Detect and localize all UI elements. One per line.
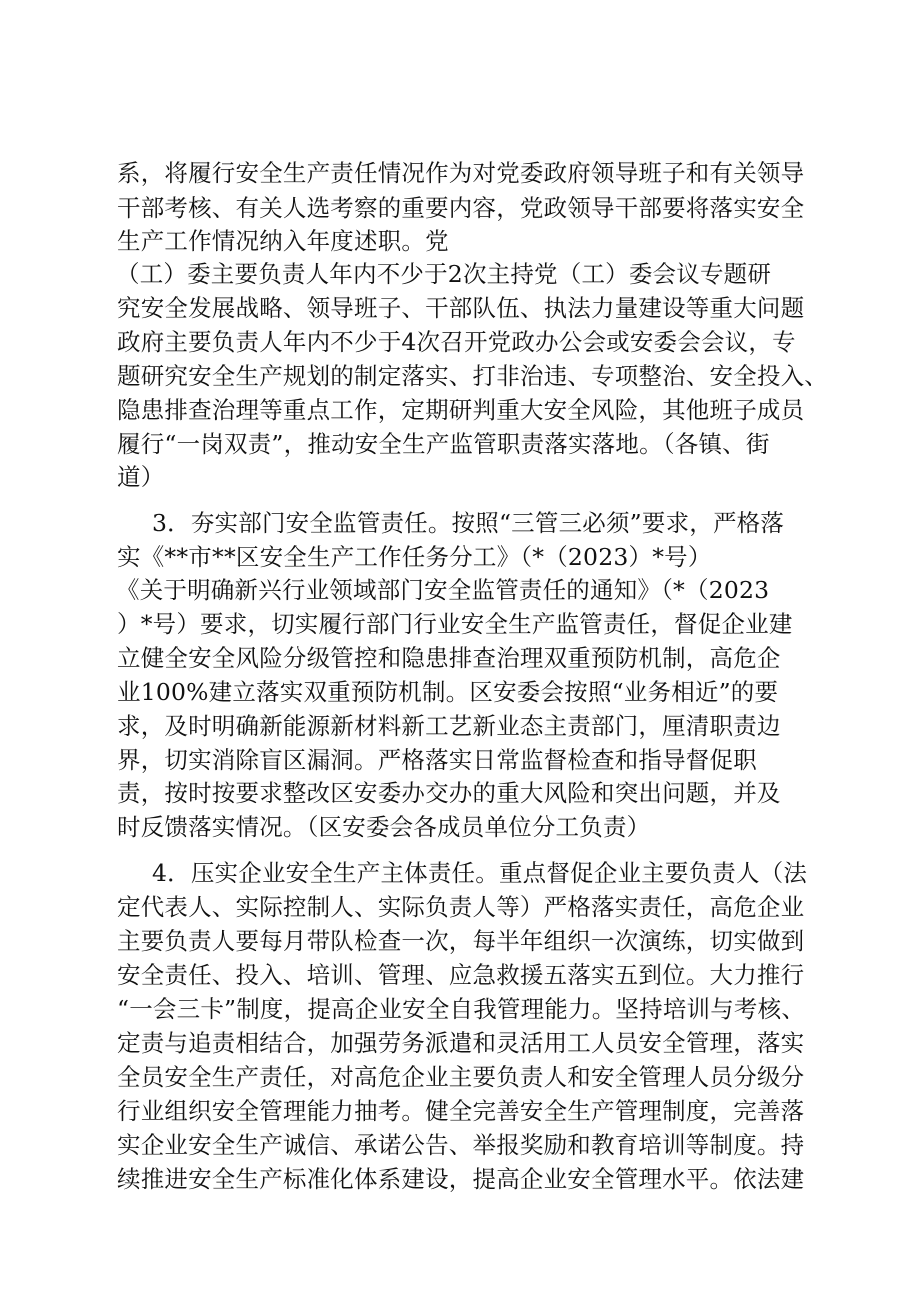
text-line: 主要负责人要每月带队检查一次，每半年组织一次演练，切实做到 (117, 927, 805, 955)
text-line: 立健全安全风险分级管控和隐患排查治理双重预防机制，高危企 (117, 644, 781, 672)
text-line: 系，将履行安全生产责任情况作为对党委政府领导班子和有关领导 (117, 159, 805, 187)
text-line: “一会三卡”制度，提高企业安全自我管理能力。坚持培训与考核、 (117, 995, 806, 1023)
text-line: 生产工作情况纳入年度述职。党 (117, 227, 449, 255)
text-line: 责，按时按要求整改区安委办交办的重大风险和突出问题，并及 (117, 779, 781, 807)
text-line: 4．压实企业安全生产主体责任。重点督促企业主要负责人（法 (152, 859, 808, 887)
text-line: 安全责任、投入、培训、管理、应急救援五落实五到位。大力推行 (117, 961, 805, 989)
text-line: （工）委主要负责人年内不少于2次主持党（工）委会议专题研 (116, 260, 772, 288)
text-line: 行业组织安全管理能力抽考。健全完善安全生产管理制度，完善落 (117, 1097, 805, 1125)
text-line: 3．夯实部门安全监管责任。按照“三管三必须”要求，严格落 (152, 509, 785, 537)
text-line: 实《**市**区安全生产工作任务分工》（*（2023）*号） (117, 543, 712, 571)
text-line: 政府主要负责人年内不少于4次召开党政办公会或安委会会议，专 (117, 328, 796, 356)
text-line: 履行“一岗双责”，推动安全生产监管职责落实落地。（各镇、街 (117, 430, 770, 458)
text-line: 题研究安全生产规划的制定落实、打非治违、专项整治、安全投入、 (117, 362, 828, 390)
text-line: 界，切实消除盲区漏洞。严格落实日常监督检查和指导督促职 (117, 746, 757, 774)
text-line: 续推进安全生产标准化体系建设，提高企业安全管理水平。依法建 (117, 1165, 805, 1193)
text-line: 实企业安全生产诚信、承诺公告、举报奖励和教育培训等制度。持 (117, 1131, 805, 1159)
text-line: 究安全发展战略、领导班子、干部队伍、执法力量建设等重大问题 (117, 294, 805, 322)
text-line: 全员安全生产责任，对高危企业主要负责人和安全管理人员分级分 (117, 1063, 805, 1091)
text-line: 道） (117, 463, 165, 491)
text-line: 定责与追责相结合，加强劳务派遣和灵活用工人员安全管理，落实 (117, 1029, 805, 1057)
text-line: 干部考核、有关人选考察的重要内容，党政领导干部要将落实安全 (117, 194, 805, 222)
text-line: 隐患排查治理等重点工作，定期研判重大安全风险，其他班子成员 (117, 396, 805, 424)
text-line: 业100%建立落实双重预防机制。区安委会按照“业务相近”的要 (117, 678, 779, 706)
text-line: ）*号）要求，切实履行部门行业安全生产监管责任，督促企业建 (117, 610, 793, 638)
text-line: 定代表人、实际控制人、实际负责人等）严格落实责任，高危企业 (117, 893, 805, 921)
text-line: 求，及时明确新能源新材料新工艺新业态主责部门，厘清职责边 (117, 712, 781, 740)
text-line: 《关于明确新兴行业领域部门安全监管责任的通知》（*（2023 (116, 576, 770, 604)
text-line: 时反馈落实情况。（区安委会各成员单位分工负责） (117, 813, 651, 841)
